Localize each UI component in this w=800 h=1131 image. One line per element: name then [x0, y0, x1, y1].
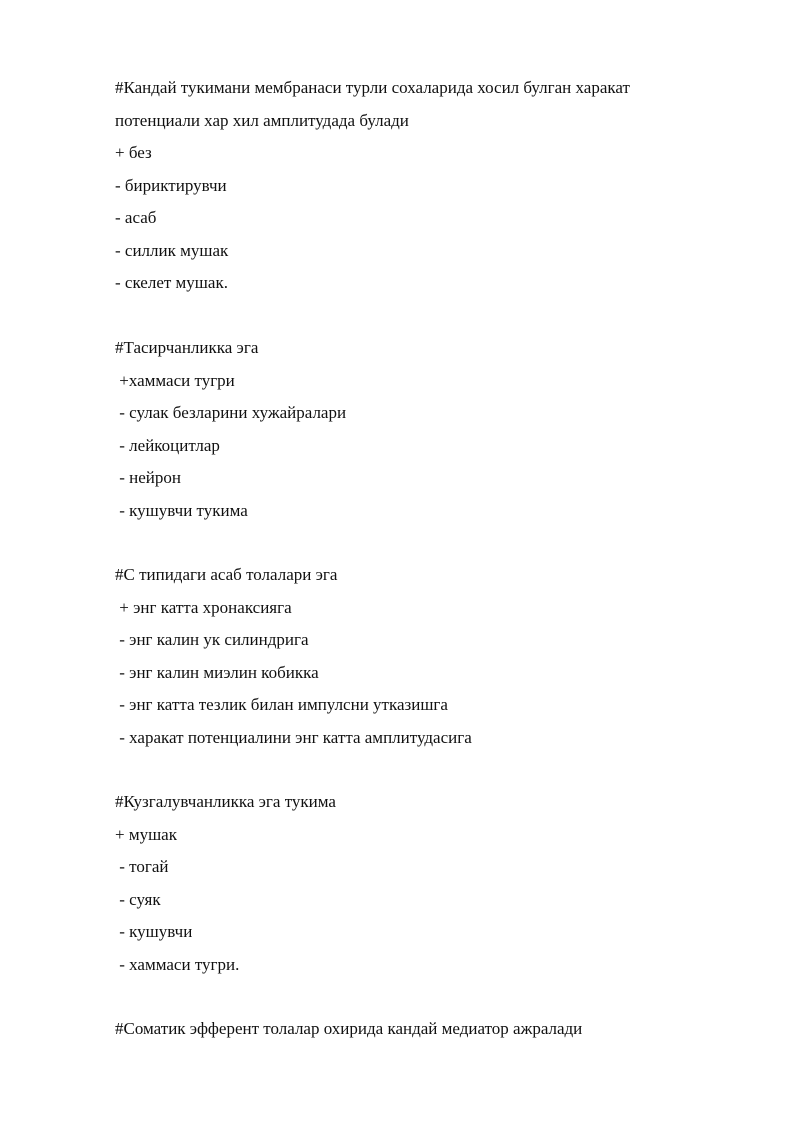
question-3-option-5: - харакат потенциалини энг катта амплитудасига [115, 728, 472, 747]
question-1-option-1: + без [115, 143, 152, 162]
question-4-option-2: - тогай [115, 857, 169, 876]
question-1-line-2: потенциали хар хил амплитудада булади [115, 111, 409, 130]
question-3-option-2: - энг калин ук силиндрига [115, 630, 309, 649]
question-3-option-4: - энг катта тезлик билан импулсни утказишга [115, 695, 448, 714]
question-5-line-1: #Соматик эфферент толалар охирида кандай медиатор ажралади [115, 1019, 583, 1038]
question-3-line-1: #С типидаги асаб толалари эга [115, 565, 338, 584]
question-4-option-3: - суяк [115, 890, 161, 909]
question-1-option-3: - асаб [115, 208, 157, 227]
question-3-option-3: - энг калин миэлин кобикка [115, 663, 319, 682]
question-2-option-1: +хаммаси тугри [115, 371, 235, 390]
question-1-option-2: - бириктирувчи [115, 176, 227, 195]
question-2-option-4: - нейрон [115, 468, 181, 487]
question-1-line-1: #Кандай тукимани мембранаси турли сохаларида хосил булган харакат [115, 78, 630, 97]
question-4-option-1: + мушак [115, 825, 177, 844]
question-2-line-1: #Тасирчанликка эга [115, 338, 259, 357]
question-4-line-1: #Кузгалувчанликка эга тукима [115, 792, 336, 811]
question-3-option-1: + энг катта хронаксияга [115, 598, 292, 617]
question-2-option-2: - сулак безларини хужайралари [115, 403, 347, 422]
question-1-option-4: - силлик мушак [115, 241, 229, 260]
question-4-option-4: - кушувчи [115, 922, 193, 941]
question-2-option-3: - лейкоцитлар [115, 436, 220, 455]
question-4-option-5: - хаммаси тугри. [115, 955, 240, 974]
question-2-option-5: - кушувчи тукима [115, 501, 248, 520]
question-1-option-5: - скелет мушак. [115, 273, 228, 292]
